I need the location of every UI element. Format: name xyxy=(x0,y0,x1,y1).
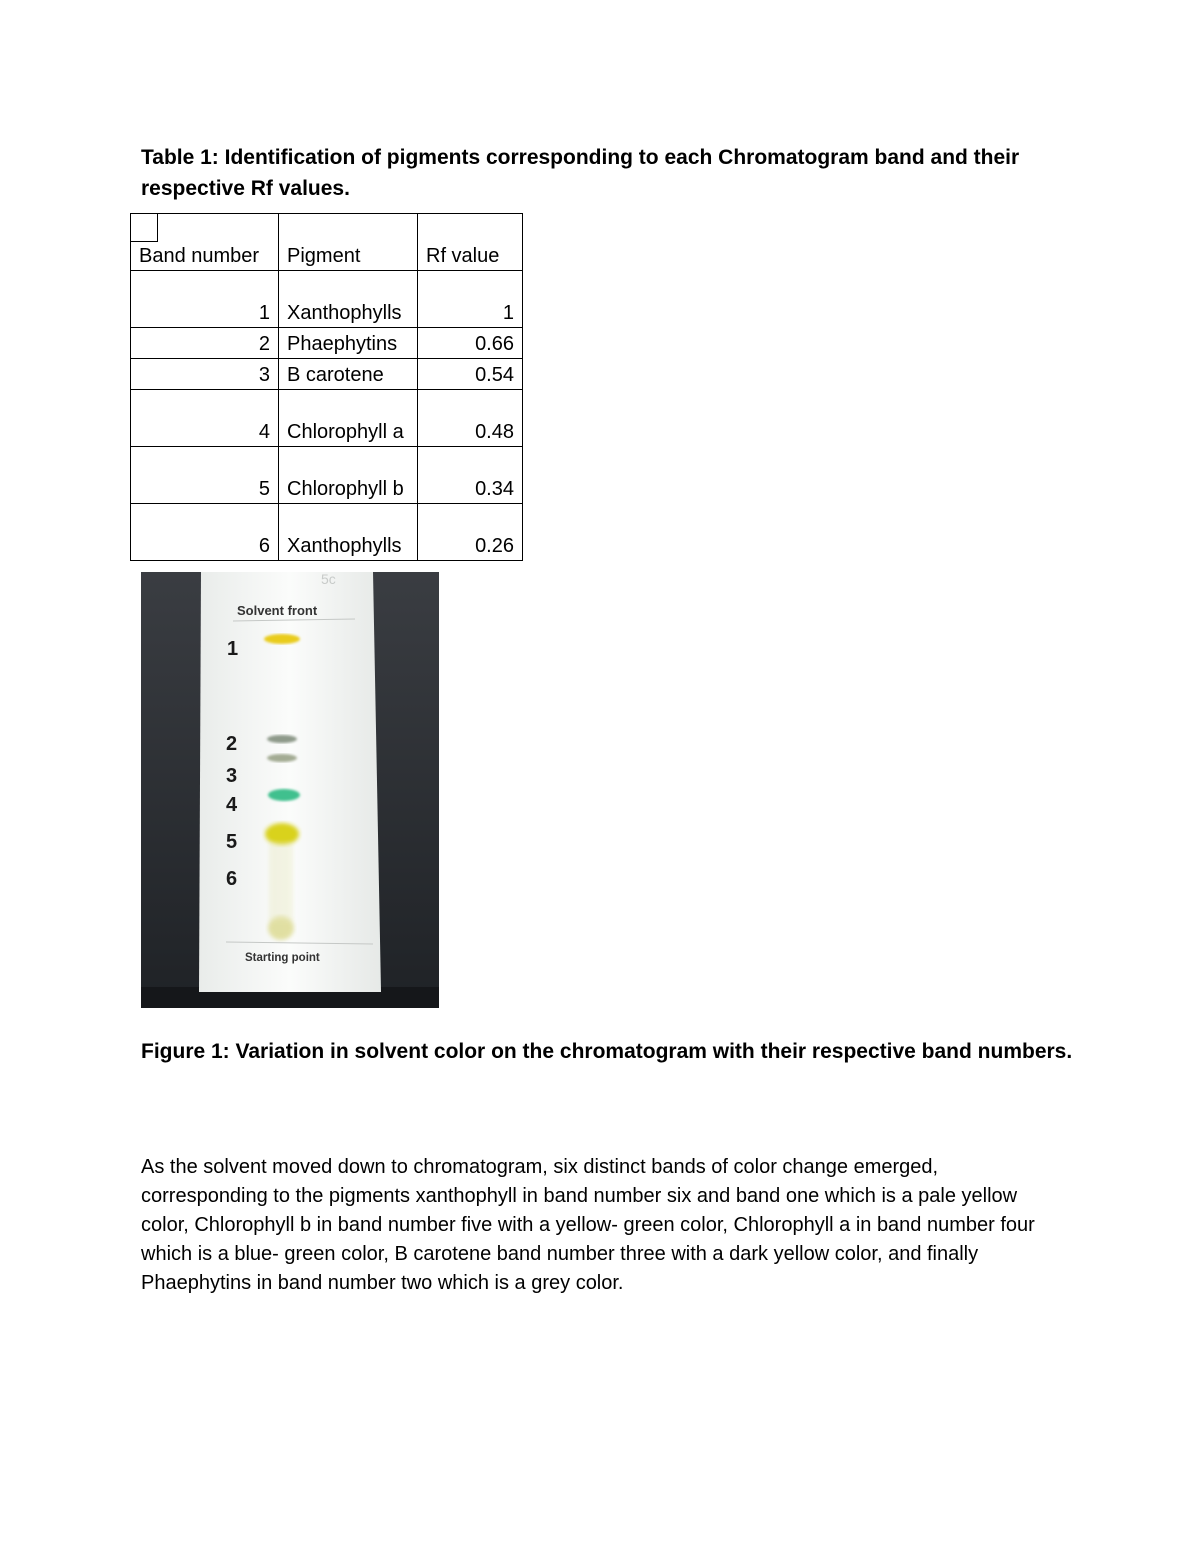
pigment-cell: Chlorophyll a xyxy=(279,390,418,447)
pigment-cell: Chlorophyll b xyxy=(279,447,418,504)
table-caption: Table 1: Identification of pigments corresponding to each Chromatogram band and their respective Rf values. xyxy=(141,146,1020,200)
band-label-4: 4 xyxy=(226,794,238,816)
figure-caption: Figure 1: Variation in solvent color on the chromatogram with their respective band numbers. xyxy=(141,1040,1073,1063)
header-band-number: Band number xyxy=(131,214,279,271)
table-row xyxy=(131,359,523,390)
header-pigment: Pigment xyxy=(279,214,418,271)
rf-cell: 0.66 xyxy=(418,328,523,359)
header-rf-value: Rf value xyxy=(418,214,523,271)
body-paragraph: As the solvent moved down to chromatogram, six distinct bands of color change emerged, corresponding to the pigments xanthophyll in band number six and band one which is a pale yellow color, Chlorophyll b in band number five with a yellow- green color, Chlorophyll a in band number four which is a blue- green color, B carotene band number three with a dark yellow color, and finally Phaephytins in band number two which is a grey color. xyxy=(141,1156,1035,1294)
rf-cell: 1 xyxy=(418,271,523,328)
band-4-spot xyxy=(268,789,300,801)
table-row xyxy=(131,328,523,359)
rf-cell: 0.48 xyxy=(418,390,523,447)
band-2-spot xyxy=(267,735,297,743)
band-5-spot xyxy=(265,823,299,845)
table-row xyxy=(131,504,523,561)
solvent-front-label: Solvent front xyxy=(237,603,318,618)
table-header-row xyxy=(131,214,523,271)
chromatogram-photo xyxy=(141,572,439,1008)
band-cell: 6 xyxy=(131,504,279,561)
starting-point-label: Starting point xyxy=(245,952,320,964)
rf-cell: 0.54 xyxy=(418,359,523,390)
band-label-1: 1 xyxy=(227,638,239,660)
pigment-table xyxy=(130,213,523,561)
band-cell: 1 xyxy=(131,271,279,328)
band-cell: 4 xyxy=(131,390,279,447)
pigment-cell: Xanthophylls xyxy=(279,271,418,328)
band-label-5: 5 xyxy=(226,831,238,853)
band-1-spot xyxy=(264,634,300,644)
band-cell: 5 xyxy=(131,447,279,504)
pigment-cell: Xanthophylls xyxy=(279,504,418,561)
pigment-cell: Phaephytins xyxy=(279,328,418,359)
band-cell: 2 xyxy=(131,328,279,359)
band-label-6: 6 xyxy=(226,868,238,890)
pigment-streak xyxy=(269,842,293,922)
pigment-cell: B carotene xyxy=(279,359,418,390)
band-label-2: 2 xyxy=(226,733,238,755)
band-label-3: 3 xyxy=(226,765,238,787)
table-row xyxy=(131,390,523,447)
rf-cell: 0.34 xyxy=(418,447,523,504)
band-3-spot xyxy=(267,754,297,762)
rf-cell: 0.26 xyxy=(418,504,523,561)
table-row xyxy=(131,271,523,328)
plate-marking: 5c xyxy=(321,572,336,587)
band-cell: 3 xyxy=(131,359,279,390)
table-row xyxy=(131,447,523,504)
